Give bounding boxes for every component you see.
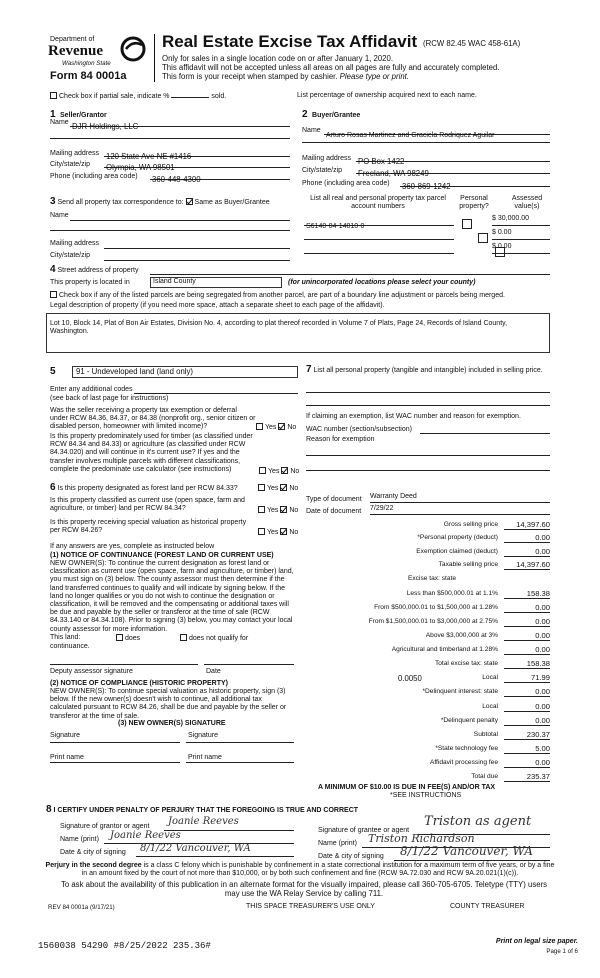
buyer-phone-field[interactable]: [400, 176, 550, 191]
grantor-signature: Joanie Reeves: [168, 816, 239, 827]
legal-description: Lot 10, Block 14, Plat of Bon Air Estates, Division No. 4, according to plat thereof recorded in Volume 7 of Plats, Page 24, Records of Island County, Washington.: [50, 320, 508, 336]
document-date-label: Date of document: [306, 508, 362, 515]
ownership-note: List percentage of ownership acquired next to each name.: [297, 92, 477, 99]
additional-codes-field[interactable]: [134, 386, 298, 394]
reason-line-2[interactable]: [306, 470, 550, 471]
buyer-name: Arturo Rosas Martinez and Graciela Rodriquez Aguilar: [326, 132, 495, 139]
document-type[interactable]: Warranty Deed: [370, 493, 550, 503]
grantee-signature-label: Signature of grantee or agent: [318, 827, 410, 834]
seller-name-label: Name: [50, 119, 69, 126]
parcel-row-3[interactable]: [304, 243, 454, 254]
logo-revenue: Revenue: [48, 43, 103, 59]
sec6-q3-no[interactable]: [280, 528, 287, 535]
sec6-ifyes: If any answers are yes, complete as instructed below: [50, 543, 215, 550]
calc-taxable-label: Taxable selling price: [438, 561, 498, 568]
sec3-extra-line[interactable]: [50, 230, 290, 231]
parcel-number: S6140-04-14010-0: [306, 223, 365, 230]
owner-signature-label-2: Signature: [188, 732, 218, 739]
grantor-name: Joanie Reeves: [110, 830, 181, 841]
calc-penalty-label: *Delinquent penalty: [440, 717, 498, 724]
segregated-checkbox[interactable]: [50, 291, 57, 298]
legal-size-note: Print on legal size paper.: [495, 938, 578, 945]
segregated-row: Check box if any of the listed parcels are being segregated from another parcel, are part of a boundary line adjustment or parcels being merged.: [50, 291, 505, 300]
grantee-date-label: Date & city of signing: [318, 853, 384, 860]
land-does-not: does not qualify for: [180, 634, 248, 643]
calc-tier4-label: Above $3,000,000 at 3%: [425, 632, 498, 639]
sec3-mail-label: Mailing address: [50, 240, 100, 247]
page-title: Real Estate Excise Tax Affidavit: [162, 32, 418, 51]
dor-logo: [40, 36, 152, 84]
calc-excise-state-label: Excise tax: state: [407, 575, 456, 582]
assessed-value-3[interactable]: $ 0.00: [492, 243, 550, 254]
form-number: Form 84 0001a: [50, 70, 127, 82]
calc-local-label: Local: [482, 674, 498, 681]
calc-delinquent-local-label: Local: [482, 703, 498, 710]
calc-tier2-value[interactable]: 0.00: [504, 603, 550, 613]
legal-description-field[interactable]: [46, 313, 550, 353]
buyer-heading: 2 Buyer/Grantee: [302, 109, 361, 120]
personal-property-checkbox-2[interactable]: [478, 233, 488, 243]
sec6-q1-answer: Yes No: [258, 484, 298, 493]
sec5-q2-yes[interactable]: [259, 467, 266, 474]
sec5-q1-answer: Yes No: [256, 423, 296, 432]
sec6-q3-answer: Yes No: [258, 528, 298, 537]
calc-tier3-label: From $1,500,000.01 to $3,000,000 at 2.75%: [368, 618, 498, 625]
buyer-city: Freeland, WA 98249: [358, 169, 429, 178]
sec6-q2-yes[interactable]: [258, 506, 265, 513]
personal-property-header: Personal property?: [459, 195, 489, 211]
notice-compliance-body: NEW OWNER(S): To continue special valuation as historic property, sign (3) below. If the new owner(s) doesn't wish to continue, all additional tax calculated pursuant to RCW 84.26, shall be due and payable by the seller or transferor at the time of sale.: [50, 688, 287, 720]
seller-city-field[interactable]: [104, 157, 290, 172]
notice-continuance-body: NEW OWNER(S): To continue the current designation as forest land or classification as current use (open space, farm and agriculture, or timber) land, you must sign on (3) below. The county assessor must then determine if the land transferred continues to qualify and will indicate by signing below. If the land no longer qualifies or you do not wish to continue the designation or classification, it will be removed and the compensating or additional taxes will be due and payable by the seller or transferor at the time of sale (RCW 84.33.140 or 84.34.108). Prior to signing (3) below, you may contact your local county assessor for more information.: [50, 560, 294, 633]
logo-dept: Department of: [50, 36, 95, 43]
parcels-header: List all real and personal property tax parcel account numbers: [310, 195, 446, 211]
assessed-value-header: Assessed value(s): [511, 195, 543, 211]
grantor-date: 8/1/22 Vancouver, WA: [140, 843, 251, 854]
see-instructions: *SEE INSTRUCTIONS: [390, 792, 462, 799]
sec6-question-3: Is this property receiving special valuation as historical property per RCW 84.26?: [50, 519, 247, 535]
calc-tech-fee-value[interactable]: 5.00: [504, 744, 550, 754]
legal-description-label: Legal description of property (if you need more space, attach a separate sheet to each page of the affidavit).: [50, 302, 385, 309]
calc-personal-value[interactable]: 0.00: [504, 533, 550, 543]
document-date[interactable]: 7/29/22: [370, 505, 550, 515]
reason-line-1[interactable]: [306, 455, 550, 456]
buyer-mail: PO Box 1422: [358, 157, 405, 166]
calc-exemption-label: Exemption claimed (deduct): [416, 548, 498, 555]
sec5-q1-no[interactable]: [278, 423, 285, 430]
calc-tier1-label: Less than $500,000.01 at 1.1%: [406, 590, 498, 597]
grantee-name: Triston Richardson: [368, 832, 475, 845]
county-select[interactable]: Island County: [150, 277, 282, 288]
sec6-q1-no[interactable]: [280, 484, 287, 491]
logo-state: Washington State: [62, 60, 111, 67]
sec5-question-2: Is this property predominately used for timber (as classified under RCW 84.34 and 84.33) or agriculture (as classified under RCW 84.34.020) and will continue in it's current use? If yes and the transfer involves multiple parcels with different classifications, complete the predominate use calculator (see instructions): [50, 433, 253, 473]
county-treasurer: COUNTY TREASURER: [450, 903, 525, 910]
seller-mail-field[interactable]: [104, 146, 290, 161]
calc-processing-fee-label: Affidavit processing fee: [429, 759, 498, 766]
calc-gross-value[interactable]: 14,397.60: [504, 520, 550, 530]
title-rcw: (RCW 82.45 WAC 458-61A): [423, 39, 521, 48]
minimum-fee-note: A MINIMUM OF $10.00 IS DUE IN FEE(S) AND/OR TAX: [318, 784, 496, 791]
buyer-city-label: City/state/zip: [302, 167, 343, 174]
buyer-extra-line[interactable]: [302, 142, 550, 143]
calc-agri-label: Agricultural and timberland at 1.28%: [391, 646, 498, 653]
parcel-row-2[interactable]: [304, 229, 454, 240]
located-in-label: This property is located in: [50, 279, 130, 286]
personal-property-line-1[interactable]: [306, 392, 550, 393]
parcel-row-1[interactable]: [304, 215, 454, 230]
deputy-date-label: Date: [206, 668, 221, 675]
personal-property-checkbox-1[interactable]: [462, 219, 472, 229]
calc-total-state-value[interactable]: 158.38: [504, 659, 550, 669]
tax-correspondence: 3 Send all property tax correspondence to: Same as Buyer/Grantee: [50, 196, 270, 207]
header-line-2: This affidavit will not be accepted unless all areas on all pages are fully and accurately completed.: [162, 63, 500, 72]
seller-name-field[interactable]: [70, 116, 290, 131]
calc-agri-value[interactable]: 0.00: [504, 645, 550, 655]
continuance-label: continuance.: [50, 643, 90, 650]
sec6-q3-yes[interactable]: [258, 528, 265, 535]
land-does-not-checkbox[interactable]: [180, 634, 187, 641]
land-does-checkbox[interactable]: [116, 634, 123, 641]
grantor-signature-label: Signature of grantor or agent: [60, 823, 150, 830]
partial-sale[interactable]: Check box if partial sale, indicate % sold.: [50, 92, 226, 101]
dor-logo-icon: [118, 36, 148, 62]
calc-personal-label: *Personal property (deduct): [417, 534, 498, 541]
buyer-mail-label: Mailing address: [302, 155, 352, 162]
buyer-phone-label: Phone (including area code): [302, 180, 390, 187]
calc-total-due-label: Total due: [471, 773, 498, 780]
grantee-name-label: Name (print): [318, 840, 357, 847]
seller-heading: 1 Seller/Grantor: [50, 109, 107, 120]
unincorporated-note: (for unincorporated locations please select your county): [288, 279, 476, 286]
grantee-signature: Triston as agent: [424, 814, 532, 829]
sec6-q2-no[interactable]: [280, 506, 287, 513]
calc-taxable-value[interactable]: 14,397.60: [504, 560, 550, 570]
owner-printname-label-1: Print name: [50, 754, 84, 761]
perjury-warning: Perjury in the second degree is a class C felony which is punishable by confinement in a state correctional institution for a maximum term of five years, or by a fine in an amount fixed by the court of not more than $10,000, or by both such confinement and fine (RCW 9A.72.030 and RCW 9A.20.021(1)(c)).: [45, 862, 555, 878]
owner-printname-label-2: Print name: [188, 754, 222, 761]
sec5-q2-answer: Yes No: [259, 467, 299, 476]
seller-city: Olympia, WA 98501: [106, 163, 175, 172]
seller-extra-line[interactable]: [50, 138, 290, 139]
calc-local-value[interactable]: 71.99: [504, 673, 550, 683]
local-rate: 0.0050: [398, 674, 422, 683]
seller-phone-label: Phone (including area code): [50, 173, 138, 180]
seller-name: DJR Holdings, LLC: [72, 122, 139, 131]
sec3-city-field[interactable]: [104, 252, 290, 261]
land-does: does: [116, 634, 140, 643]
calc-total-state-label: Total excise tax: state: [434, 660, 498, 667]
cashier-stamp: 1560038 54290 #8/25/2022 235.36#: [38, 941, 211, 951]
sec5-number: 5: [50, 366, 56, 377]
document-type-label: Type of document: [306, 496, 362, 503]
street-address-field[interactable]: [150, 266, 550, 275]
this-land-label: This land:: [50, 634, 81, 641]
wac-field[interactable]: [420, 426, 550, 434]
assessed-value-1[interactable]: $ 30,000.00: [492, 215, 550, 226]
owner-signature-label-1: Signature: [50, 732, 80, 739]
deputy-signature-label: Deputy assessor signature: [50, 668, 133, 675]
wac-label: WAC number (section/subsection): [306, 426, 412, 433]
partial-sale-checkbox[interactable]: [50, 92, 57, 99]
notice-continuance-heading: (1) NOTICE OF CONTINUANCE (FOREST LAND OR CURRENT USE): [50, 552, 274, 559]
header-line-3: This form is your receipt when stamped by cashier. Please type or print.: [162, 72, 410, 81]
sec3-name-label: Name: [50, 212, 69, 219]
seller-mail-label: Mailing address: [50, 150, 100, 157]
seller-city-label: City/state/zip: [50, 161, 91, 168]
buyer-mail-field[interactable]: [356, 151, 550, 166]
calc-tier3-value[interactable]: 0.00: [504, 617, 550, 627]
sec6-question-1: 6 Is this property designated as forest land per RCW 84.33?: [50, 482, 238, 493]
owner-signature-field-2[interactable]: [186, 742, 294, 743]
assessed-value-2[interactable]: $ 0.00: [492, 229, 550, 240]
sec5-q2-no[interactable]: [281, 467, 288, 474]
buyer-city-field[interactable]: [356, 163, 550, 178]
owner-signature-field-1[interactable]: [50, 742, 180, 743]
sec3-name-field[interactable]: [70, 212, 290, 221]
alternate-format-note: To ask about the availability of this publication in an alternate format for the visually impaired, please call 360-705-6705. Teletype (TTY) users may use the WA Relay Service by calling 711.: [60, 880, 548, 898]
buyer-phone: 360-869-1242: [402, 182, 451, 191]
calc-total-due-value[interactable]: 235.37: [504, 772, 550, 782]
exemption-label: If claiming an exemption, list WAC number and reason for exemption.: [306, 413, 521, 420]
calc-delinquent-state-label: *Delinquent interest: state: [422, 688, 498, 695]
sec6-question-2: Is this property classified as current use (open space, farm and agriculture, or timber) land per RCW 84.34?: [50, 497, 245, 513]
grantor-date-label: Date & city of signing: [60, 849, 126, 856]
calc-delinquent-state-value[interactable]: 0.00: [504, 687, 550, 697]
reason-label: Reason for exemption: [306, 436, 375, 443]
personal-property-list-label: 7 List all personal property (tangible and intangible) included in selling price.: [306, 364, 543, 375]
certify-heading: 8 I CERTIFY UNDER PENALTY OF PERJURY THAT THE FOREGOING IS TRUE AND CORRECT: [46, 804, 359, 815]
grantee-date: 8/1/22 Vancouver, WA: [400, 844, 533, 858]
calc-subtotal-label: Subtotal: [473, 731, 498, 738]
calc-subtotal-value[interactable]: 230.37: [504, 730, 550, 740]
revision: REV 84 0001a (9/17/21): [48, 904, 115, 911]
calc-tech-fee-label: *State technology fee: [435, 745, 498, 752]
calc-penalty-value[interactable]: 0.00: [504, 716, 550, 726]
calc-processing-fee-value[interactable]: 0.00: [504, 758, 550, 768]
seller-phone: 360-448-4300: [152, 175, 201, 184]
calc-tier1-value[interactable]: 158.38: [504, 589, 550, 599]
buyer-name-field[interactable]: [324, 124, 550, 139]
calc-tier2-label: From $500,000.01 to $1,500,000 at 1.28%: [374, 604, 498, 611]
seller-phone-field[interactable]: [150, 169, 290, 184]
personal-property-line-2[interactable]: [306, 405, 550, 406]
deputy-date-field[interactable]: [204, 664, 294, 665]
buyer-name-label: Name: [302, 127, 321, 134]
page-number: Page 1 of 6: [546, 948, 578, 955]
sec6-q2-answer: Yes No: [258, 506, 298, 515]
sec3-city-label: City/state/zip: [50, 252, 91, 259]
calc-delinquent-local-value[interactable]: 0.00: [504, 702, 550, 712]
new-owner-signature-heading: (3) NEW OWNER(S) SIGNATURE: [118, 720, 226, 727]
calc-gross-label: Gross selling price: [443, 521, 498, 528]
sec3-mail-field[interactable]: [104, 240, 290, 249]
header-divider: [154, 34, 155, 82]
calc-exemption-value[interactable]: 0.00: [504, 547, 550, 557]
treasurer-use: THIS SPACE TREASURER'S USE ONLY: [246, 903, 375, 910]
additional-codes-note: (see back of last page for instructions): [50, 395, 169, 402]
land-use-select[interactable]: 91 - Undeveloped land (land only): [72, 366, 298, 378]
notice-compliance-heading: (2) NOTICE OF COMPLIANCE (HISTORIC PROPERTY): [50, 680, 228, 687]
deputy-signature-field[interactable]: [50, 664, 198, 665]
calc-tier4-value[interactable]: 0.00: [504, 631, 550, 641]
street-address-label: 4 Street address of property: [50, 264, 139, 275]
sec6-q1-yes[interactable]: [258, 484, 265, 491]
sec5-q1-yes[interactable]: [256, 423, 263, 430]
seller-mail: 120 State Ave NE #1416: [106, 152, 192, 161]
sec5-question-1: Was the seller receiving a property tax exemption or deferral under RCW 84.36, 84.37, or 84.38 (nonprofit org., senior citizen or disabled person, homeowner with limited income)?: [50, 407, 256, 431]
header-line-1: Only for sales in a single location code on or after January 1, 2020.: [162, 54, 394, 63]
additional-codes-label: Enter any additional codes: [50, 386, 133, 393]
same-as-buyer-checkbox[interactable]: [186, 198, 193, 205]
grantor-name-label: Name (print): [60, 836, 99, 843]
